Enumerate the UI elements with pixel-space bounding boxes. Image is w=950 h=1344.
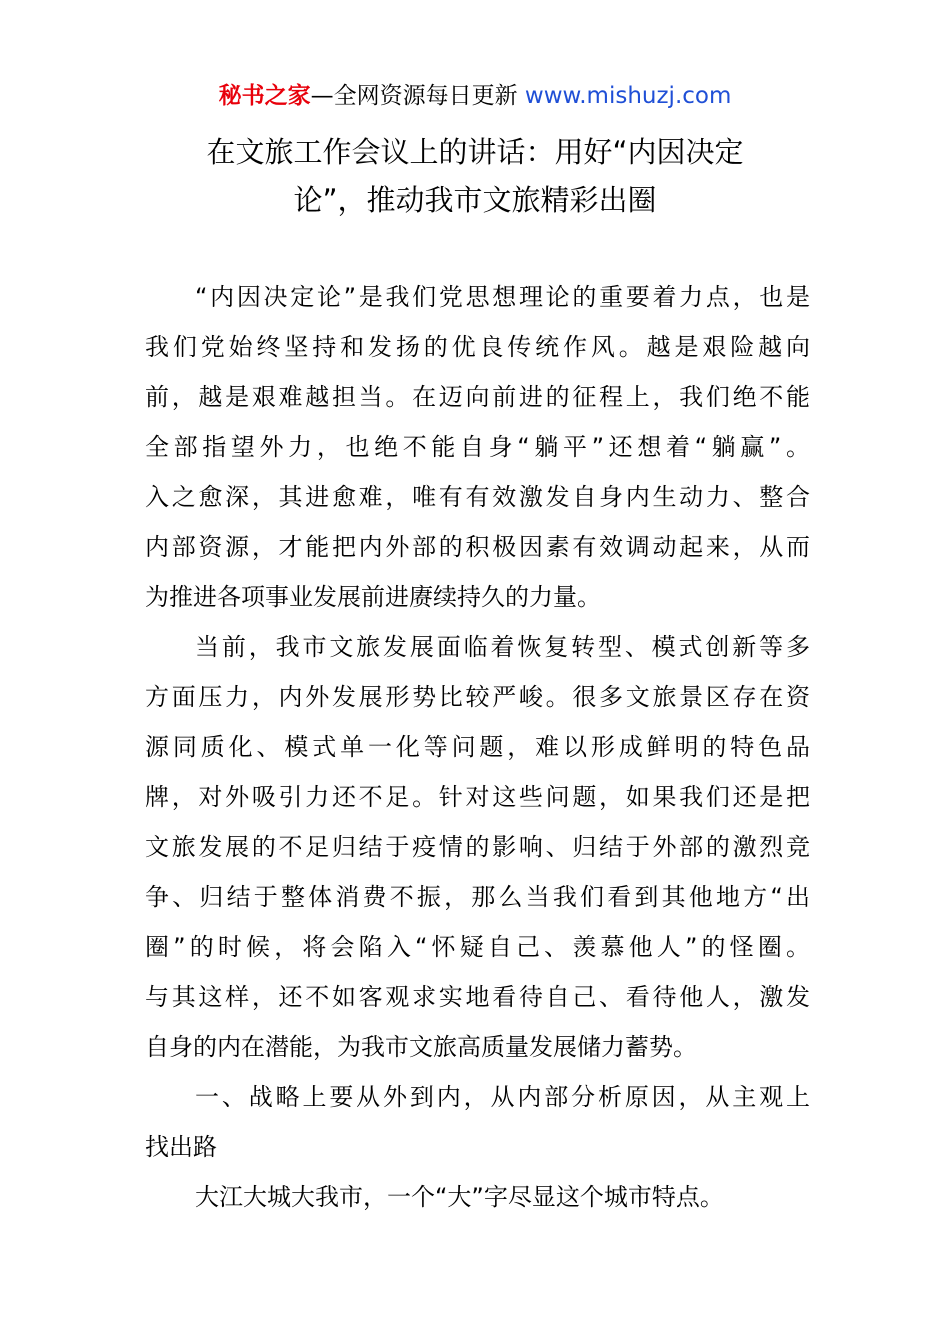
section-heading-line: 一、战略上要从外到内，从内部分析原因，从主观上	[195, 1083, 810, 1111]
title-line: 论”，推动我市文旅精彩出圈	[293, 183, 657, 217]
paragraph-line: 圈”的时候，将会陷入“怀疑自己、羡慕他人”的怪圈。	[145, 933, 810, 961]
site-url-link[interactable]: www.mishuzj.com	[524, 83, 732, 109]
paragraph-line: 文旅发展的不足归结于疫情的影响、归结于外部的激烈竞	[145, 833, 810, 861]
paragraph-line: 源同质化、模式单一化等问题，难以形成鲜明的特色品	[145, 733, 810, 761]
paragraph-line: 与其这样，还不如客观求实地看待自己、看待他人，激发	[145, 983, 810, 1011]
paragraph-line: 前，越是艰难越担当。在迈向前进的征程上，我们绝不能	[145, 383, 810, 411]
paragraph-line: 当前，我市文旅发展面临着恢复转型、模式创新等多	[195, 633, 810, 661]
paragraph-line: 大江大城大我市，一个“大”字尽显这个城市特点。	[195, 1183, 724, 1211]
paragraph-line: 内部资源，才能把内外部的积极因素有效调动起来，从而	[145, 533, 810, 561]
site-brand: 秘书之家	[218, 83, 311, 109]
title-line: 在文旅工作会议上的讲话：用好“内因决定	[206, 135, 744, 169]
section-heading-line: 找出路	[145, 1133, 217, 1161]
site-tagline: —全网资源每日更新	[310, 83, 525, 109]
paragraph-line: 我们党始终坚持和发扬的优良传统作风。越是艰险越向	[145, 333, 810, 361]
document-body	[145, 272, 810, 1222]
paragraph-line: “内因决定论”是我们党思想理论的重要着力点，也是	[195, 283, 810, 311]
paragraph-line: 入之愈深，其进愈难，唯有有效激发自身内生动力、整合	[145, 483, 810, 511]
paragraph-line: 方面压力，内外发展形势比较严峻。很多文旅景区存在资	[145, 683, 810, 711]
paragraph-line: 牌，对外吸引力还不足。针对这些问题，如果我们还是把	[145, 783, 810, 811]
paragraph-line: 全部指望外力，也绝不能自身“躺平”还想着“躺赢”。	[145, 433, 810, 461]
paragraph-line: 自身的内在潜能，为我市文旅高质量发展储力蓄势。	[145, 1033, 697, 1061]
document-title	[140, 128, 810, 224]
paragraph-line: 争、归结于整体消费不振，那么当我们看到其他地方“出	[145, 883, 810, 911]
site-header	[0, 80, 950, 112]
paragraph-line: 为推进各项事业发展前进赓续持久的力量。	[145, 583, 601, 611]
